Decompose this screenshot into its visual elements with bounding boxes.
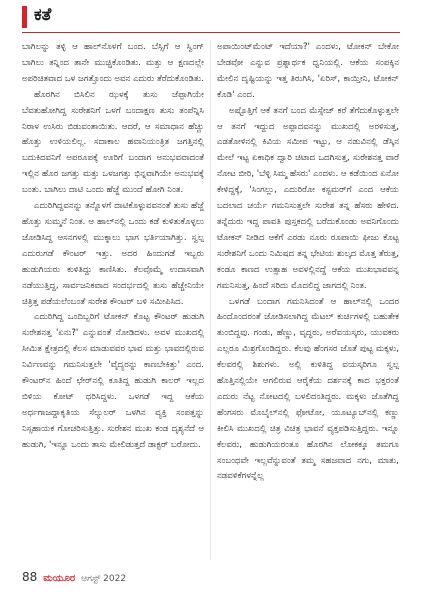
magazine-name: ಮಯೂರ xyxy=(43,573,76,584)
paragraph: ಎದುರಿಗಿದ್ದವನನ್ನು ತನ್ನೊಳಗೆ ದಾಟಿಕೊಳ್ಳುವವನಂತೆ ತುಸು ಹೆಜ್ಜೆ ಹೊತ್ತು ಸುಮ್ಮನೆ ನಿಂತ. ಆ ಹಾಲ್‌ನಲ್ಲಿ ಒಂದು ಕಡೆ ಕುಳಿತುಕೊಳ್ಳಲು ಜೋಡಿಸಿದ್ದ ಆಸನಗಳಲ್ಲಿ ಮುಕ್ಕಾಲು ಭಾಗ ಭರ್ತಿಯಾಗಿತ್ತು. ಸ್ವಲ್ಪ ಎದುರುಗಡೆ ಕೌಂಟರ್ ಇತ್ತು. ಅದರ ಹಿಂದುಗಡೆ ಇಬ್ಬರು ಹುಡುಗಿಯರು ಕುಳಿತಿದ್ದು ಕಾಣಿಸಿತು. ಕೆಲವೊಮ್ಮೆ ಉದಾಸವಾಗಿ ನಡೆಯುತ್ತಿದ್ದ, ಸಾರ್ವಜನಿಕವಾದ ಸಂದರ್ಭದಲ್ಲಿ ತುಸು ಹೆಚ್ಚೇನಿಯೇ ಚಿತ್ರಿತ್ತ ಪಡೆಯಲೆಂಬಂತೆ ಸುರೇಶ ಕೌಂಟರ್ ಬಳಿ ಸಮೀಪಿಸಿದ. xyxy=(22,201,204,307)
paragraph: ಅಪಾಯಿಂಟ್‌ಮೆಂಟ್ ಇದೆಯಾ?' ಎಂದಳು, ಟೋಕನ್ ಬೇಕೋ ಬೇಡವೋ ಎನ್ನುವ ಪ್ರಶ್ನಾರ್ಥಕ ಧ್ವನಿಯಲ್ಲಿ. ಆಕೆಯ ಸಂಪಕ್ಕಿನ ಮೇಲಿನ ದೃಷ್ಟಿಯನ್ನು ಇತ್ತ ತಿರುಗಿಸಿ, 'ಏರಿಸ್, ಕಾಯ್ತೀನಿ, ಟೋಕನ್ ಕೊಡಿ' ಎಂದ. xyxy=(217,42,399,100)
paragraph: ಎದುರಿಗಿದ್ದ ಒಂದಿಬ್ಬರಿಗೆ ಟೋಕನ್ ಕೊಟ್ಟ ಕೌಂಟರ್ ಹುಡುಗಿ ಸುರೇಶನತ್ತ 'ಏನು?' ಎನ್ನುವಂತೆ ನೋಡಿದಳು. ಅವಳ ಮುಖದಲ್ಲಿ ಸೀಮಿತ ಕ್ಷೇತ್ರದಲ್ಲಿ ಕೆಲಸ ಮಾಡುವವರ ಭಾವ ಮತ್ತು ಭಾವದಲ್ಲಿರುವ ನಿರ್ವಿಣವನ್ನು ಗಮನಿಸುತ್ತಲೇ 'ವೈದ್ಯರನ್ನು ಕಾಣಬೇಕಿತ್ತು' ಎಂದ. ಕೌಂಟರ್‌ನ ಹಿಂದೆ ಛೇರ್‌ನಲ್ಲಿ ಕೂತಿದ್ದ ಹುಡುಗಿ ಕಾಲರ್ ಇಲ್ಲದ ಬಿಳಿಯ ಕೋಟ್ ಧರಿಸಿದ್ದಳು. ಒಳಗಡೆ ಇದ್ದ ಆಕೆಯ ಅರ್ಧಗಾಜದ್ದಾಕೃತಿಯ ಸೆಲ್ಯುಲರ್ ಒಳಗಿನ ವ್ಯಕ್ತಿ ಸಂಪತ್ತನ್ನು ನಿಸ್ಸಹಾಯಕ ಗೋಚರಿಸುತ್ತಿತ್ತು. ಸುರೇಶನ ಮುಖ ಕಂಡ ದೃಶ್ಯನೆದೆ ಆ ಹುಡುಗಿ, 'ಇನ್ನೂ ಒಂದು ತಾಸು ಮೇಲಿಡುತ್ತದೆ ಡಾಕ್ಟರ್ ಬರೋದು. xyxy=(22,312,204,450)
paragraph: ಹೊರಗಿನ ಬಿಸಿಲಿನ ಝಳಕ್ಕೆ ತುಸು ಜೆಪ್ಪಾಗಿಯೇ ಬೆವತುಹೋಗಿದ್ದ ಸುರೇಶನಿಗೆ ಒಳಗೆ ಬಂದಾಕ್ಷಣ ತುಸು ತಂಪೆನ್ನಿಸಿ ನಿರಾಳ ಉಸಿರು ಬಿಡುವಂತಾಯಿತು. ಆದರೆ, ಆ ಸಮಾಧಾನ ಹೆಚ್ಚು ಹೊತ್ತು ಉಳಿಯಲಿಲ್ಲ. ಸದಾಕಾಲ ಹವಾನಿಯಂತ್ರಿತ ಜಗತ್ತಿನಲ್ಲಿ ಬದುಕಿದವನಿಗೆ ಅಪರೂಪಕ್ಕೆ ಊರಿಗೆ ಬಂದಾಗ ಅನುಭವವಾದಂತೆ ಇಲ್ಲಿನ ಹೊರ ಜಗತ್ತು ಮತ್ತು ಒಳಜಗತ್ತು ಭಿನ್ನವಾಗಿಯೇ ಅನುಭವಕ್ಕೆ ಬಂತು. ಬಾಗಿಲು ದಾಟಿ ಒಂದು ಹೆಜ್ಜೆ ಮುಂದೆ ಹೋಗಿ ನಿಂತ. xyxy=(22,89,204,196)
section-title: ಕತೆ xyxy=(34,5,52,25)
paragraph: ಬಾಗಿಲನ್ನು ತಳ್ಳಿ ಆ ಹಾಲ್‌ನೊಳಗೆ ಬಂದ. ಬೆಸ್ಸಿಗೆ ಆ ಸ್ವಿಂಗ್ ಬಾಗಿಲು ತನ್ನಿಂದ ತಾನೇ ಮುಚ್ಚಿಕೊಂಡಿತು. ಮತ್ತು ಆ ಕ್ಷಣದಲ್ಲೇ ಅಪರಿಚಿತವಾದ ಒಳ ಜಗತ್ತೊಂದು ಅವನ ಎದುರು ತೆರೆದುಕೊಂಡಿತು. xyxy=(22,42,204,84)
paragraph: ಒಳಗಡೆ ಬಂದಾಗ ಗಮನಿಸಿದಂತೆ ಆ ಹಾಲ್‌ನಲ್ಲಿ ಒಂದರ ಹಿಂದೊಂದರಂತೆ ಜೋಡಿಸಲಾಗಿದ್ದ ಮೆಟಲ್ ಕುರ್ಚಿಗಳಲ್ಲಿ ಬಹುತೇಕ ತುಂಬಿದ್ದವು. ಗಂಡು, ಹೆಣ್ಣು, ವೃದ್ಧರು, ಅರೆವಯಸ್ಕರು, ಯುವಕರು ಎಲ್ಲರೂ ಮಿಶ್ರಗೊಂಡಿದ್ದರು. ಕೆಲವು ಹೆಂಗಸರ ಜೊತೆ ಪುಟ್ಟ ಮಕ್ಕಳು, ಕೆಲವರಲ್ಲಿ ಶಿಶುಗಳು. ಅಲ್ಲಿ ಕುಳಿತಿದ್ದ ವಯಸ್ಕರಿಗೂ ಸ್ವಲ್ಪ ಹೊತ್ತಿನಲ್ಲಿಯೇ ಆಗಲಿರುವ ಆರೈಕೆಯ ದರ್ಶನಕ್ಕೆ ಕಾದ ಭಕ್ತರಂತೆ ಎದುರು ನೆಟ್ಟ ನೋಟದಲ್ಲಿ ಬಳಲಿದಂತಿದ್ದರು. ಮಕ್ಕಳು ಜೊತೆಗಿದ್ದ ಹೆಂಗಸರು ಮೊಬೈಲ್‌ನಲ್ಲಿ ಫೋಟೋ, ಯೂಟ್ಯೂಬ್‌ನಲ್ಲಿ ಕಣ್ಣು ಕೀಲಿಸಿ ಮುಖದಲ್ಲಿ ಚಿತ್ರ ವಿಚಿತ್ರ ಭಾವನೆ ವ್ಯಕ್ತಪಡಿಸುತ್ತಿದ್ದರು. ಇನ್ನೂ ಕೆಲವರು, ಹುಡುಗಿಯರಂತೂ ಹೊರಗಿನ ಲೋಕಕ್ಕೂ ತಮಗೂ ಸಂಬಂಧವೇ ಇಲ್ಲವೆನ್ನುವಂತೆ ತಮ್ಮ ಸಹಜವಾದ ನಗು, ಮಾತು, ನಡವಳಿಕೆಗಳನ್ನೆಲ್ಲ xyxy=(217,296,399,482)
column-divider xyxy=(210,40,211,560)
section-marker xyxy=(22,6,27,28)
paragraph: ಅಷ್ಟೊತ್ತಿಗೆ ಆಕೆ ತನಗೆ ಬಂದ ಮೆಸ್ಸೇಜ್ ಕರೆ ತೆಗೆದುಕೊಳ್ಳುತ್ತಲೇ ಆ ತನಗೆ ಇದ್ದುದ ಅಪ್ಪಾದವನನ್ನು ಮುಖದಲ್ಲಿ ಅರಳಿಸುತ್ತ, ಎಡತೋಳಿನಲ್ಲಿ ಕಿವಿಯ ಸಮೀಪ ಇಟ್ಟು, ಆ ನಡುವಿನಲ್ಲಿ ಡೆಸ್ಕಿನ ಮೇಲೆ ಇಟ್ಟ ಏಕಾಧಿಕ ದ್ವಾರಿ ಚಿಟಾದ ಒದಗಿಸುತ್ತ, ಸುರೇಶನತ್ತ ವಾರೆ ನೋಟ ಬೀರಿ, 'ಬೆಳ್ಳಿ ಸಿಮ್ಮ ಹೆಸರು' ಎಂದಳು. ಆ ಕಡೆಯಿಂದ ಏನೋ ಕೇಳಿದ್ದಕ್ಕೆ, 'ಸಿಂಗಲ್ಲು, ಎದುರಿರೋ ಕಸ್ಟಮರ್‌ಗೆ ಎಂದ ಆಕೆಯ ಬದಲಾದ ಚರ್ಯೆ ಗಮನಿಸುತ್ತಲೇ ಸುರೇಶ ತನ್ನ ಹೆಸರು ಹೇಳಿದ. ತನ್ನೆದುರು ಇದ್ದ ಪಾವತಿ ಪುಸ್ತಕದಲ್ಲಿ ಬರೆದುಕೊಂಡು ಅವನಿಗೊಂದು ಟೋಕನ್ ನೀಡಿದ ಆಕೆಗೆ ಎರಡು ನೂರು ರೂಪಾಯಿ ಫೀಜು ಕೊಟ್ಟ ಸುರೇಶನಿಗೆ ಒಂದು ನಿಮಿಷದ ತನ್ನ ಭೇಟಿಯ ಶುಲ್ಕದ ಮೊತ್ತ ತೆರುತ್ತ, ಕಂಡೂ ಕಾಣದ ಉತ್ಸಾಹ ಅವಳಲ್ಲಿನದ್ದೆ ಆಕೆಯ ಮುಖಭಾವವನ್ನ ಗಮನಿಸುತ್ತ, ಹಿಂದೆ ಸರಿದು ಮೊದಲಿದ್ದ ಜಾಗದಲ್ಲಿ ನಿಂತ. xyxy=(217,105,399,291)
page-number: 88 xyxy=(22,570,38,584)
section-header xyxy=(0,0,422,34)
article-column-right xyxy=(217,40,399,485)
article-column-left xyxy=(22,40,204,454)
page-footer xyxy=(22,570,400,590)
issue-date: ಆಗಸ್ಟ್ 2022 xyxy=(81,574,127,584)
header-divider xyxy=(22,32,400,33)
